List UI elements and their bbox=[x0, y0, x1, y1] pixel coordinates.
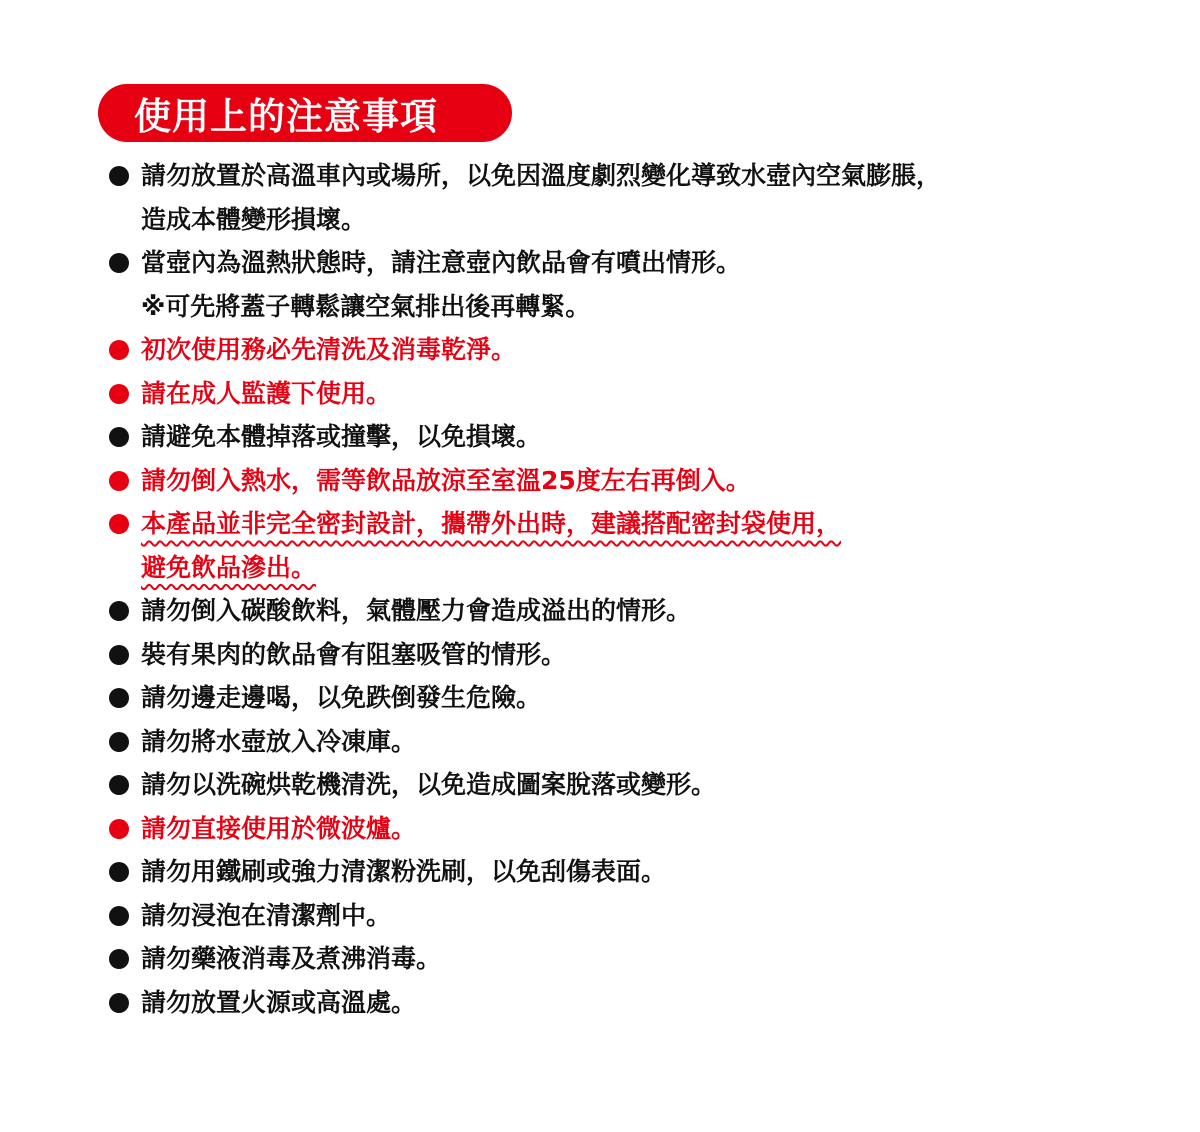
notice-item bbox=[105, 720, 1105, 764]
notice-item bbox=[105, 372, 1105, 416]
notice-text-line: 請勿浸泡在清潔劑中。 bbox=[141, 900, 392, 930]
page-title-text: 使用上的注意事項 bbox=[134, 95, 438, 138]
notice-item bbox=[105, 328, 1105, 372]
notice-item bbox=[105, 676, 1105, 720]
notice-text-line: 避免飲品滲出。 bbox=[141, 552, 317, 582]
notice-text-line: 請勿藥液消毒及煮沸消毒。 bbox=[141, 944, 442, 973]
bullet-dot-icon bbox=[109, 645, 129, 665]
notice-item bbox=[105, 241, 1105, 328]
notice-item bbox=[105, 589, 1105, 633]
bullet-dot-icon bbox=[109, 514, 129, 534]
notice-item bbox=[105, 763, 1105, 807]
notice-text-line: 請勿用鐵刷或強力清潔粉洗刷，以免刮傷表面。 bbox=[141, 857, 667, 886]
notice-text-line: ※可先將蓋子轉鬆讓空氣排出後再轉緊。 bbox=[141, 291, 591, 321]
notice-item bbox=[105, 894, 1105, 938]
bullet-dot-icon bbox=[109, 340, 129, 360]
notice-text-line: 本產品並非完全密封設計，攜帶外出時，建議搭配密封袋使用， bbox=[141, 509, 842, 538]
bullet-dot-icon bbox=[109, 427, 129, 447]
bullet-dot-icon bbox=[109, 732, 129, 752]
bullet-dot-icon bbox=[109, 471, 129, 491]
notice-text-line: 初次使用務必先清洗及消毒乾淨。 bbox=[141, 335, 517, 364]
bullet-dot-icon bbox=[109, 819, 129, 839]
notice-text-line: 請勿倒入碳酸飲料，氣體壓力會造成溢出的情形。 bbox=[141, 596, 692, 625]
notice-item bbox=[105, 459, 1105, 503]
notice-text-line: 請勿將水壺放入冷凍庫。 bbox=[141, 726, 417, 756]
notice-item bbox=[105, 850, 1105, 894]
bullet-dot-icon bbox=[109, 775, 129, 795]
notice-text-line: 造成本體變形損壞。 bbox=[141, 204, 367, 234]
bullet-dot-icon bbox=[109, 384, 129, 404]
page-title bbox=[98, 84, 512, 142]
bullet-dot-icon bbox=[109, 253, 129, 273]
notice-text-line: 請勿邊走邊喝，以免跌倒發生危險。 bbox=[141, 683, 542, 712]
bullet-dot-icon bbox=[109, 906, 129, 926]
notice-text-line: 當壺內為溫熱狀態時，請注意壺內飲品會有噴出情形。 bbox=[141, 248, 742, 277]
notice-text-line: 請勿直接使用於微波爐。 bbox=[141, 813, 417, 843]
notice-item bbox=[105, 502, 1105, 589]
notice-text-line: 裝有果肉的飲品會有阻塞吸管的情形。 bbox=[141, 639, 567, 669]
bullet-dot-icon bbox=[109, 166, 129, 186]
notice-item bbox=[105, 807, 1105, 851]
bullet-dot-icon bbox=[109, 601, 129, 621]
notice-text-line: 請避免本體掉落或撞擊，以免損壞。 bbox=[141, 422, 542, 451]
notice-item bbox=[105, 981, 1105, 1025]
notice-item bbox=[105, 937, 1105, 981]
bullet-dot-icon bbox=[109, 993, 129, 1013]
notice-text-line: 請勿倒入熱水，需等飲品放涼至室溫25度左右再倒入。 bbox=[141, 465, 751, 495]
notice-text-line: 請勿以洗碗烘乾機清洗，以免造成圖案脫落或變形。 bbox=[141, 770, 717, 799]
notice-item bbox=[105, 633, 1105, 677]
notice-item bbox=[105, 154, 1105, 241]
bullet-dot-icon bbox=[109, 688, 129, 708]
notice-text-line: 請勿放置於高溫車內或場所，以免因溫度劇烈變化導致水壺內空氣膨脹， bbox=[141, 161, 942, 190]
bullet-dot-icon bbox=[109, 949, 129, 969]
notice-text-line: 請勿放置火源或高溫處。 bbox=[141, 987, 417, 1017]
bullet-dot-icon bbox=[109, 862, 129, 882]
notice-list bbox=[105, 154, 1105, 1024]
notice-text-line: 請在成人監護下使用。 bbox=[141, 378, 392, 408]
notice-item bbox=[105, 415, 1105, 459]
